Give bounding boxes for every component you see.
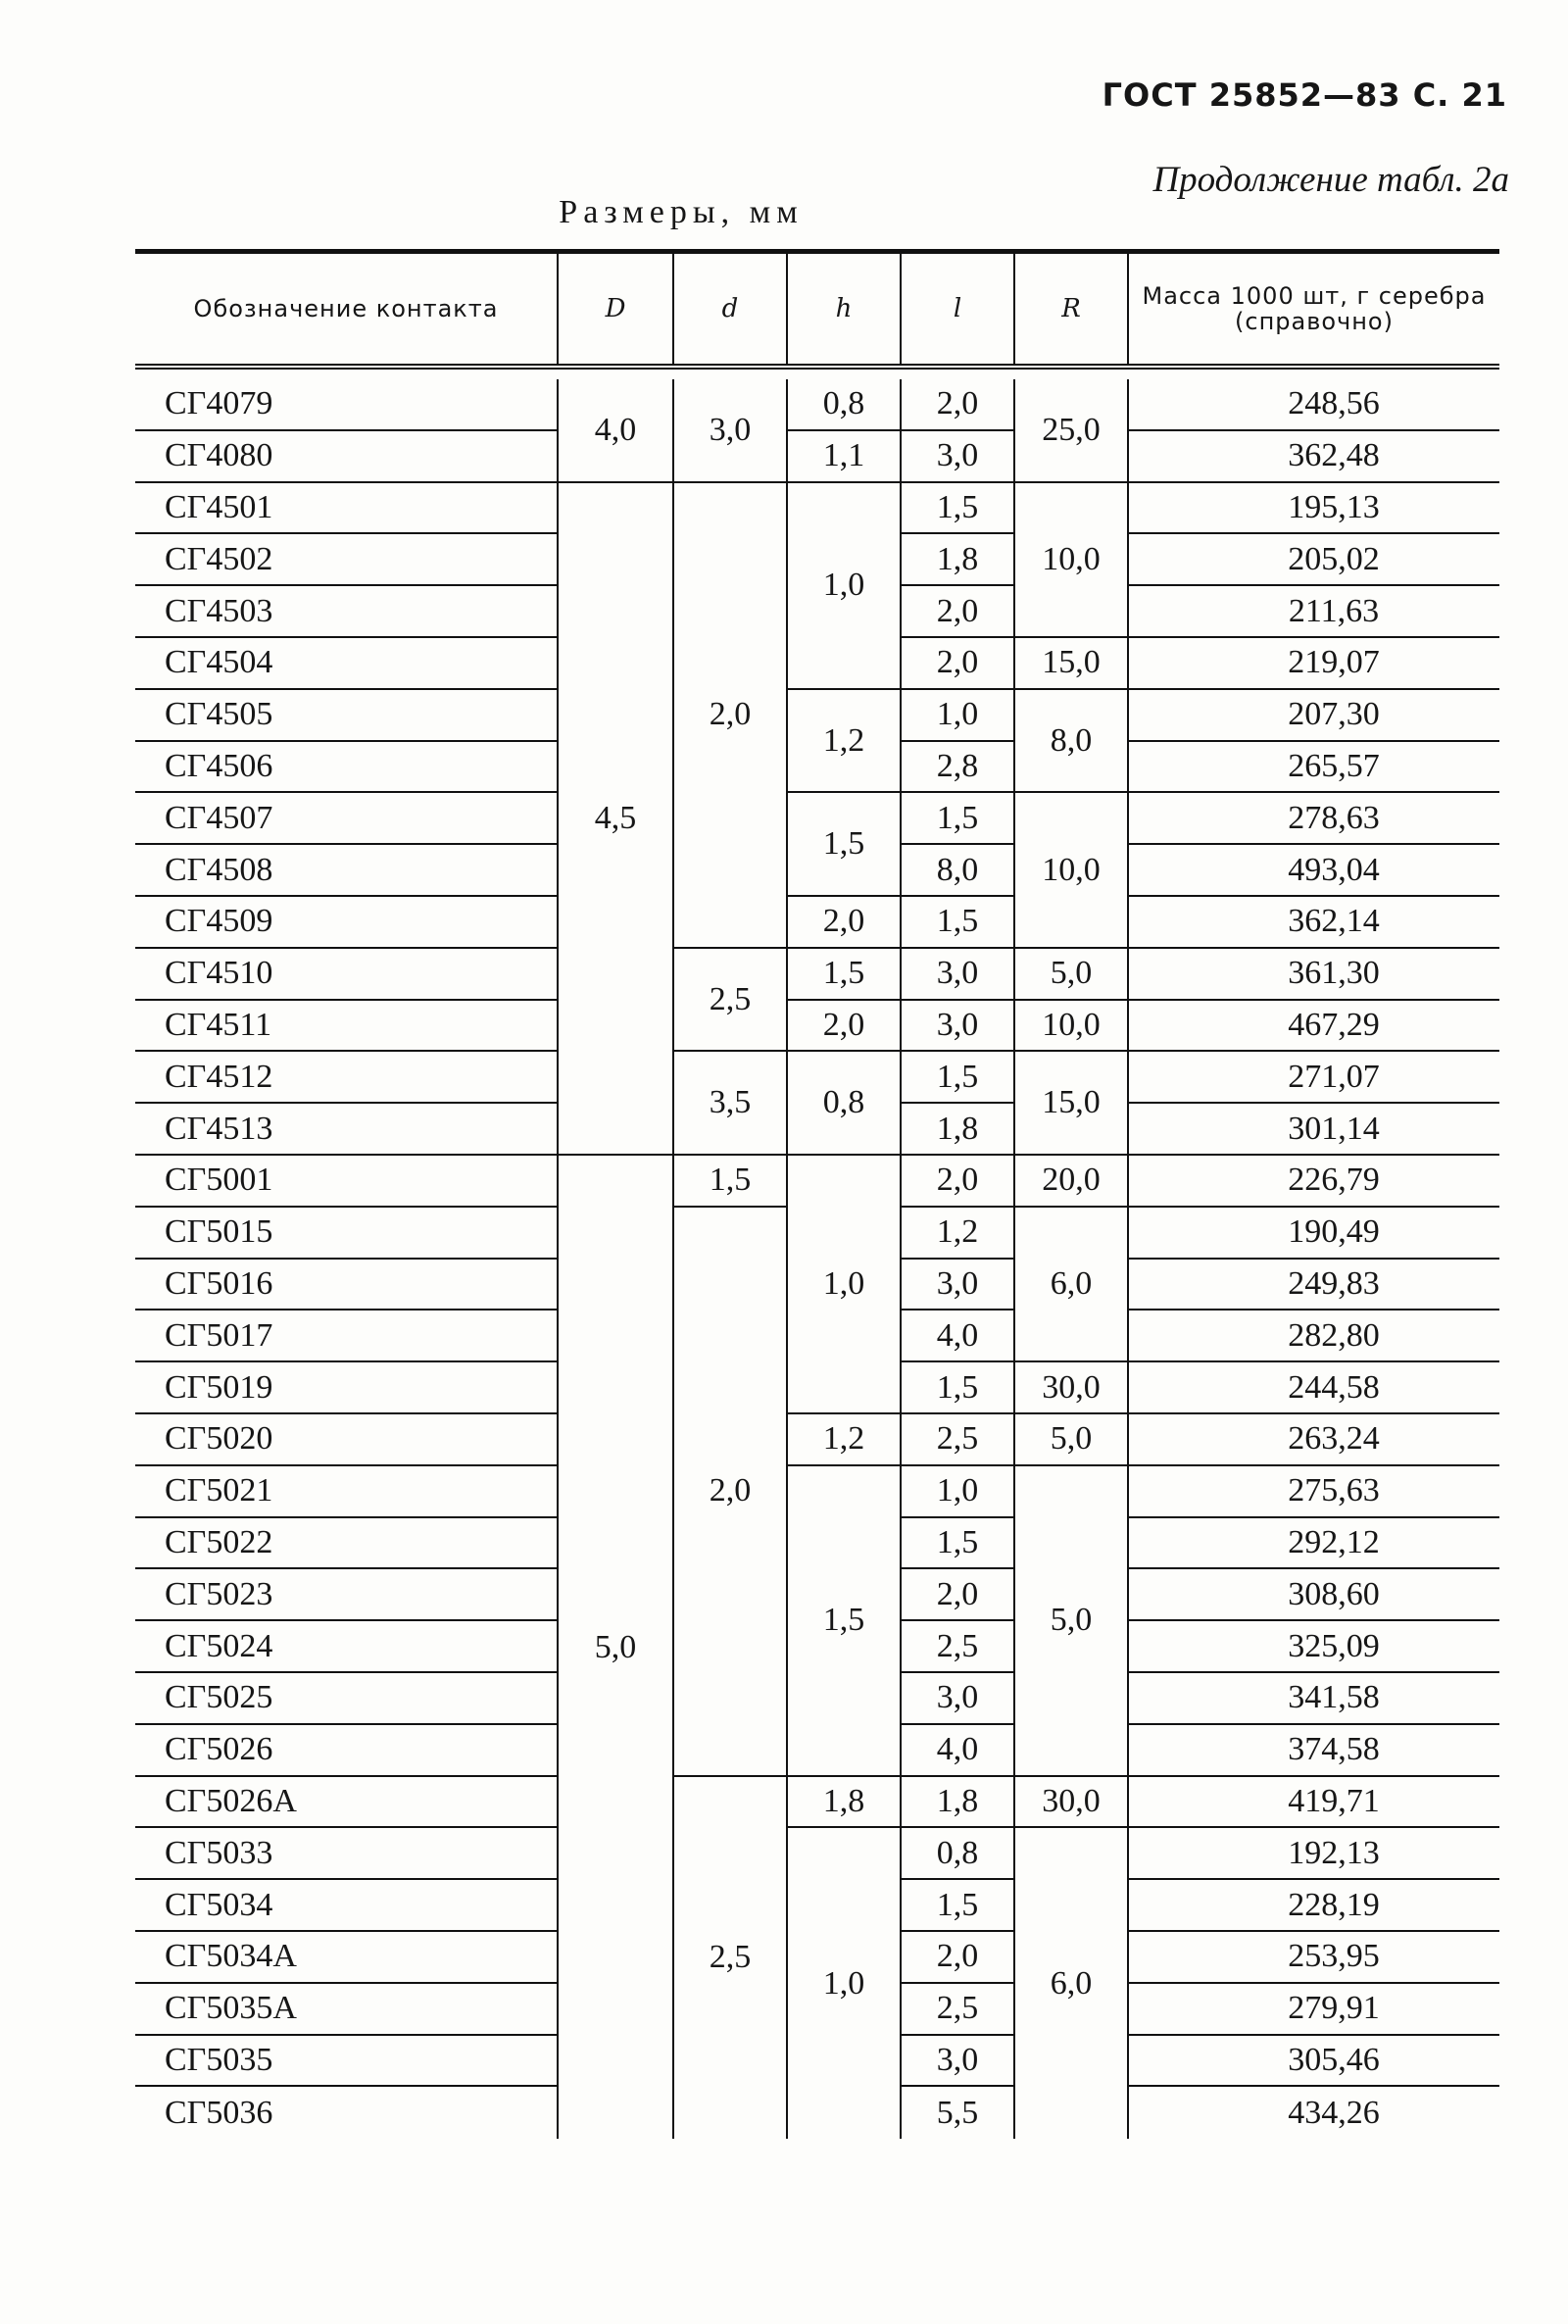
contact-designation-cell: СГ4503: [135, 586, 557, 638]
h-value-cell: 2,0: [786, 897, 900, 949]
mass-value-cell: 226,79: [1127, 1156, 1499, 1208]
contact-designation-cell: СГ4502: [135, 534, 557, 586]
contact-designation-cell: СГ5033: [135, 1828, 557, 1880]
d-value-cell: 3,0: [672, 379, 786, 483]
table-continuation-caption: Продолжение табл. 2а: [1152, 160, 1509, 200]
R-value-cell: 5,0: [1013, 1466, 1127, 1777]
D-value-cell: 5,0: [557, 1156, 672, 2139]
l-value-cell: 1,2: [900, 1208, 1013, 1260]
contact-designation-cell: СГ4511: [135, 1001, 557, 1053]
contact-designation-cell: СГ4504: [135, 638, 557, 690]
mass-value-cell: 325,09: [1127, 1621, 1499, 1673]
h-value-cell: 1,2: [786, 1414, 900, 1466]
l-value-cell: 3,0: [900, 2036, 1013, 2088]
d-value-cell: 3,5: [672, 1052, 786, 1156]
R-value-cell: 10,0: [1013, 793, 1127, 948]
contact-designation-cell: СГ5022: [135, 1518, 557, 1570]
l-value-cell: 1,5: [900, 793, 1013, 845]
contacts-table: [135, 249, 1499, 2139]
l-value-cell: 0,8: [900, 1828, 1013, 1880]
h-value-cell: 1,8: [786, 1777, 900, 1829]
h-value-cell: 1,2: [786, 690, 900, 794]
h-value-cell: 1,0: [786, 1828, 900, 2139]
h-value-cell: 1,5: [786, 949, 900, 1001]
l-value-cell: 3,0: [900, 1260, 1013, 1311]
contact-designation-cell: СГ5026: [135, 1725, 557, 1777]
R-value-cell: 5,0: [1013, 949, 1127, 1001]
contact-designation-cell: СГ4508: [135, 845, 557, 897]
h-value-cell: 0,8: [786, 1052, 900, 1156]
contact-designation-cell: СГ4509: [135, 897, 557, 949]
contact-designation-cell: СГ4512: [135, 1052, 557, 1104]
mass-value-cell: 263,24: [1127, 1414, 1499, 1466]
h-value-cell: 2,0: [786, 1001, 900, 1053]
l-value-cell: 1,8: [900, 1104, 1013, 1156]
mass-value-cell: 207,30: [1127, 690, 1499, 742]
l-value-cell: 2,0: [900, 379, 1013, 431]
mass-value-cell: 361,30: [1127, 949, 1499, 1001]
mass-value-cell: 308,60: [1127, 1569, 1499, 1621]
contact-designation-cell: СГ4506: [135, 742, 557, 794]
D-value-cell: 4,5: [557, 483, 672, 1156]
mass-value-cell: 265,57: [1127, 742, 1499, 794]
column-header-h: h: [786, 254, 900, 364]
mass-value-cell: 279,91: [1127, 1984, 1499, 2036]
l-value-cell: 1,5: [900, 483, 1013, 535]
R-value-cell: 15,0: [1013, 638, 1127, 690]
column-header-d: d: [672, 254, 786, 364]
contact-designation-cell: СГ4513: [135, 1104, 557, 1156]
contact-designation-cell: СГ4501: [135, 483, 557, 535]
h-value-cell: 1,0: [786, 483, 900, 690]
l-value-cell: 3,0: [900, 1001, 1013, 1053]
l-value-cell: 4,0: [900, 1310, 1013, 1362]
contact-designation-cell: СГ5034А: [135, 1932, 557, 1984]
contact-designation-cell: СГ5035А: [135, 1984, 557, 2036]
mass-value-cell: 419,71: [1127, 1777, 1499, 1829]
h-value-cell: 0,8: [786, 379, 900, 431]
contact-designation-cell: СГ5001: [135, 1156, 557, 1208]
l-value-cell: 3,0: [900, 1673, 1013, 1725]
contact-designation-cell: СГ5024: [135, 1621, 557, 1673]
h-value-cell: 1,0: [786, 1156, 900, 1414]
R-value-cell: 30,0: [1013, 1777, 1127, 1829]
contact-designation-cell: СГ5023: [135, 1569, 557, 1621]
mass-value-cell: 301,14: [1127, 1104, 1499, 1156]
mass-value-cell: 271,07: [1127, 1052, 1499, 1104]
h-value-cell: 1,1: [786, 431, 900, 483]
mass-value-cell: 248,56: [1127, 379, 1499, 431]
l-value-cell: 2,0: [900, 1932, 1013, 1984]
R-value-cell: 5,0: [1013, 1414, 1127, 1466]
l-value-cell: 2,5: [900, 1984, 1013, 2036]
column-header-D: D: [557, 254, 672, 364]
l-value-cell: 2,0: [900, 638, 1013, 690]
table-units-caption: Размеры, мм: [559, 194, 804, 230]
mass-value-cell: 192,13: [1127, 1828, 1499, 1880]
d-value-cell: 1,5: [672, 1156, 786, 1208]
mass-value-cell: 211,63: [1127, 586, 1499, 638]
mass-value-cell: 467,29: [1127, 1001, 1499, 1053]
mass-value-cell: 244,58: [1127, 1362, 1499, 1414]
contact-designation-cell: СГ5034: [135, 1880, 557, 1932]
table-body: [135, 379, 1499, 2139]
l-value-cell: 8,0: [900, 845, 1013, 897]
contact-designation-cell: СГ5026А: [135, 1777, 557, 1829]
l-value-cell: 5,5: [900, 2087, 1013, 2139]
R-value-cell: 15,0: [1013, 1052, 1127, 1156]
l-value-cell: 4,0: [900, 1725, 1013, 1777]
l-value-cell: 1,5: [900, 1362, 1013, 1414]
contact-designation-cell: СГ5025: [135, 1673, 557, 1725]
R-value-cell: 8,0: [1013, 690, 1127, 794]
l-value-cell: 1,5: [900, 1052, 1013, 1104]
contact-designation-cell: СГ5020: [135, 1414, 557, 1466]
l-value-cell: 1,5: [900, 897, 1013, 949]
mass-value-cell: 341,58: [1127, 1673, 1499, 1725]
d-value-cell: 2,0: [672, 483, 786, 949]
column-header-l: l: [900, 254, 1013, 364]
mass-value-cell: 362,48: [1127, 431, 1499, 483]
R-value-cell: 6,0: [1013, 1208, 1127, 1362]
h-value-cell: 1,5: [786, 793, 900, 897]
l-value-cell: 2,5: [900, 1414, 1013, 1466]
mass-value-cell: 434,26: [1127, 2087, 1499, 2139]
contact-designation-cell: СГ4510: [135, 949, 557, 1001]
R-value-cell: 30,0: [1013, 1362, 1127, 1414]
l-value-cell: 2,0: [900, 1569, 1013, 1621]
column-header-mass: Масса 1000 шт, г серебра (справочно): [1127, 254, 1499, 364]
contact-designation-cell: СГ5021: [135, 1466, 557, 1518]
l-value-cell: 1,8: [900, 1777, 1013, 1829]
mass-value-cell: 493,04: [1127, 845, 1499, 897]
contact-designation-cell: СГ4507: [135, 793, 557, 845]
R-value-cell: 25,0: [1013, 379, 1127, 483]
d-value-cell: 2,5: [672, 949, 786, 1053]
mass-value-cell: 195,13: [1127, 483, 1499, 535]
contact-designation-cell: СГ5017: [135, 1310, 557, 1362]
d-value-cell: 2,5: [672, 1777, 786, 2140]
h-value-cell: 1,5: [786, 1466, 900, 1777]
d-value-cell: 2,0: [672, 1208, 786, 1777]
R-value-cell: 6,0: [1013, 1828, 1127, 2139]
contact-designation-cell: СГ4505: [135, 690, 557, 742]
table-header-row: [135, 254, 1499, 370]
contact-designation-cell: СГ4080: [135, 431, 557, 483]
l-value-cell: 1,0: [900, 690, 1013, 742]
contact-designation-cell: СГ5015: [135, 1208, 557, 1260]
l-value-cell: 1,8: [900, 534, 1013, 586]
mass-value-cell: 374,58: [1127, 1725, 1499, 1777]
contact-designation-cell: СГ5035: [135, 2036, 557, 2088]
l-value-cell: 3,0: [900, 949, 1013, 1001]
mass-value-cell: 305,46: [1127, 2036, 1499, 2088]
mass-value-cell: 362,14: [1127, 897, 1499, 949]
mass-value-cell: 228,19: [1127, 1880, 1499, 1932]
contact-designation-cell: СГ5036: [165, 2094, 273, 2131]
column-header-designation: Обозначение контакта: [193, 294, 499, 322]
mass-value-cell: 278,63: [1127, 793, 1499, 845]
l-value-cell: 3,0: [900, 431, 1013, 483]
D-value-cell: 4,0: [557, 379, 672, 483]
mass-value-cell: 292,12: [1127, 1518, 1499, 1570]
mass-value-cell: 205,02: [1127, 534, 1499, 586]
mass-value-cell: 249,83: [1127, 1260, 1499, 1311]
page-header: ГОСТ 25852—83 С. 21: [1102, 76, 1507, 114]
contact-designation-cell: СГ5019: [135, 1362, 557, 1414]
mass-value-cell: 253,95: [1127, 1932, 1499, 1984]
l-value-cell: 1,5: [900, 1518, 1013, 1570]
l-value-cell: 2,5: [900, 1621, 1013, 1673]
mass-value-cell: 282,80: [1127, 1310, 1499, 1362]
contact-designation-cell: СГ4079: [135, 379, 557, 431]
l-value-cell: 1,0: [900, 1466, 1013, 1518]
contact-designation-cell: СГ5016: [135, 1260, 557, 1311]
mass-value-cell: 275,63: [1127, 1466, 1499, 1518]
mass-value-cell: 190,49: [1127, 1208, 1499, 1260]
mass-value-cell: 219,07: [1127, 638, 1499, 690]
l-value-cell: 2,0: [900, 586, 1013, 638]
l-value-cell: 2,8: [900, 742, 1013, 794]
R-value-cell: 10,0: [1013, 1001, 1127, 1053]
l-value-cell: 2,0: [900, 1156, 1013, 1208]
l-value-cell: 1,5: [900, 1880, 1013, 1932]
column-header-R: R: [1013, 254, 1127, 364]
R-value-cell: 10,0: [1013, 483, 1127, 638]
R-value-cell: 20,0: [1013, 1156, 1127, 1208]
